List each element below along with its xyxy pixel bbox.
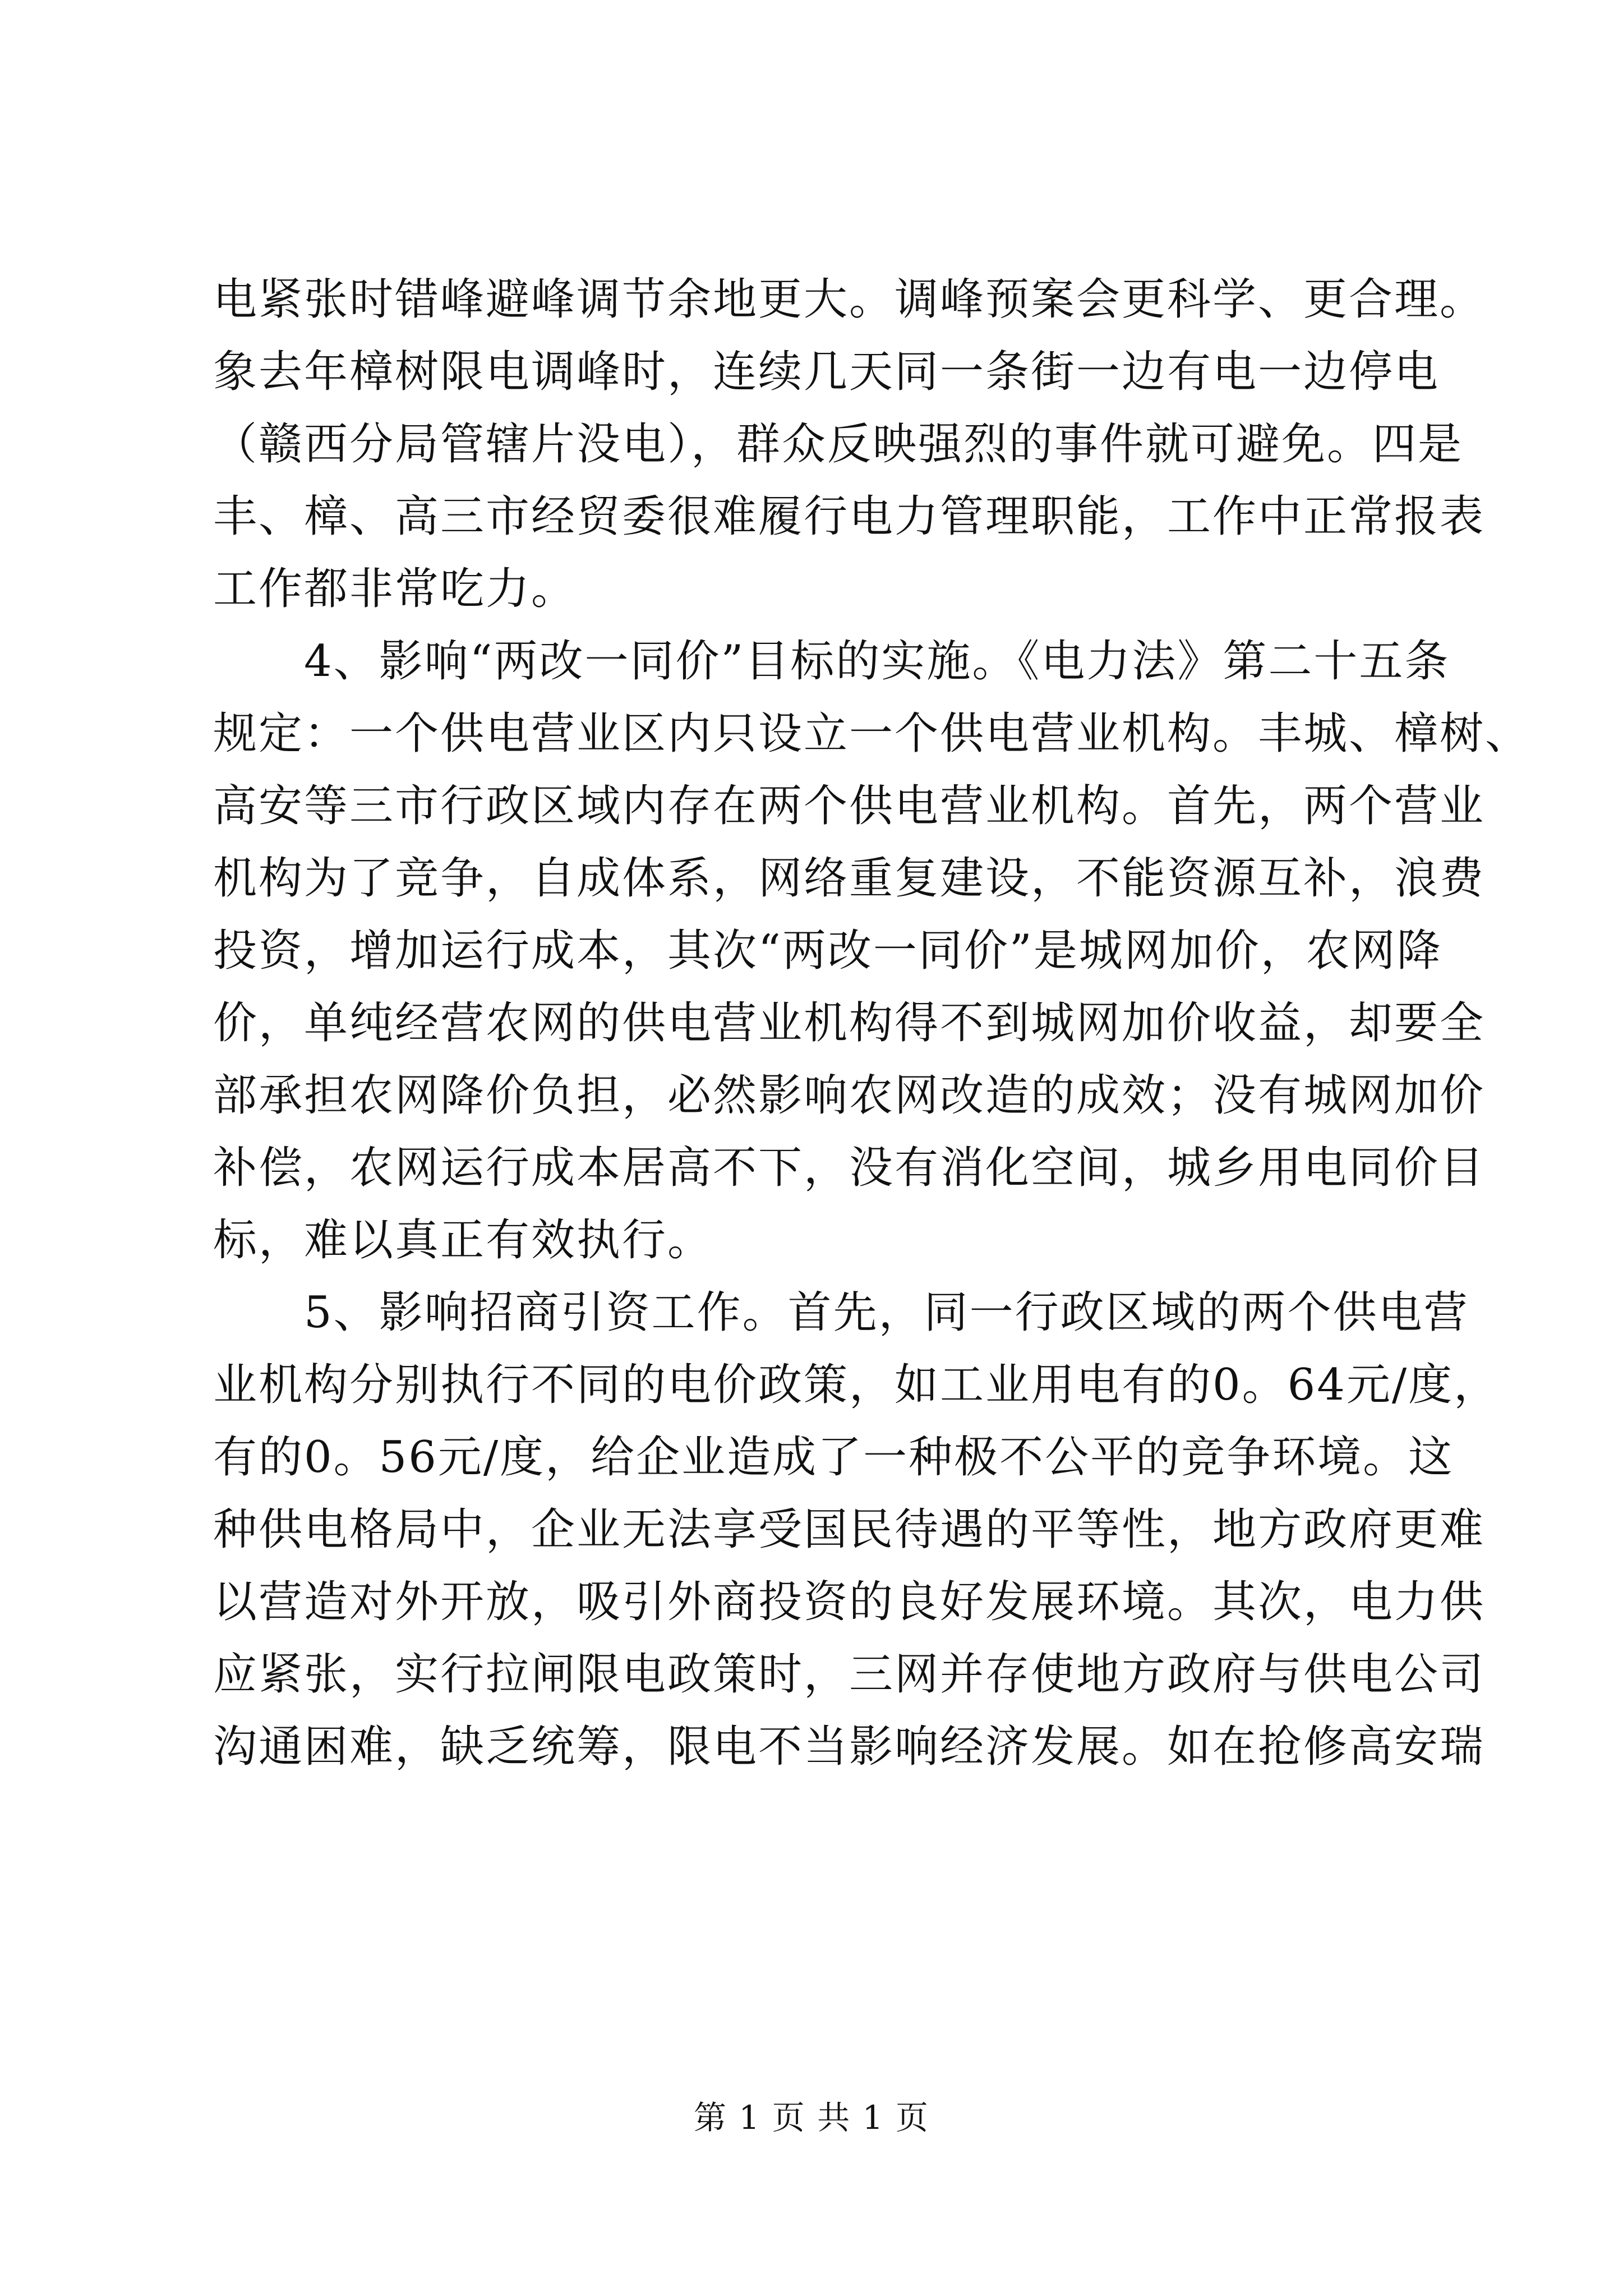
text-line: 高安等三市行政区域内存在两个供电营业机构。首先，两个营业 [213, 781, 1486, 831]
text-line: 有的0。56元/度，给企业造成了一种极不公平的竞争环境。这 [213, 1432, 1454, 1483]
text-line: 部承担农网降价负担，必然影响农网改造的成效；没有城网加价 [213, 1070, 1486, 1121]
text-line: 机构为了竞争，自成体系，网络重复建设，不能资源互补，浪费 [213, 853, 1486, 904]
text-line: 投资，增加运行成本，其次“两改一同价”是城网加价，农网降 [213, 926, 1442, 976]
text-line: 象去年樟树限电调峰时，连续几天同一条街一边有电一边停电 [213, 347, 1440, 397]
page-number: 第 1 页 共 1 页 [694, 2099, 929, 2137]
text-line: 业机构分别执行不同的电价政策，如工业用电有的0。64元/度， [213, 1360, 1500, 1410]
text-line: 以营造对外开放，吸引外商投资的良好发展环境。其次，电力供 [213, 1577, 1486, 1627]
text-line: 标，难以真正有效执行。 [213, 1215, 713, 1266]
text-line: 工作都非常吃力。 [213, 564, 577, 614]
text-line: 规定：一个供电营业区内只设立一个供电营业机构。丰城、樟树、 [213, 708, 1531, 759]
text-line: （赣西分局管辖片没电），群众反映强烈的事件就可避免。四是 [213, 419, 1464, 470]
body-text [213, 264, 1531, 1783]
text-line: 沟通困难，缺乏统筹，限电不当影响经济发展。如在抢修高安瑞 [213, 1722, 1486, 1772]
text-line: 补偿，农网运行成本居高不下，没有消化空间，城乡用电同价目 [213, 1143, 1486, 1193]
page-footer [0, 2095, 1623, 2140]
text-line: 价，单纯经营农网的供电营业机构得不到城网加价收益，却要全 [213, 998, 1486, 1048]
text-line: 丰、樟、高三市经贸委很难履行电力管理职能，工作中正常报表 [213, 491, 1486, 542]
text-line: 4、影响“两改一同价”目标的实施。《电力法》第二十五条 [213, 636, 1450, 687]
text-line: 5、影响招商引资工作。首先，同一行政区域的两个供电营 [213, 1287, 1469, 1338]
text-line: 电紧张时错峰避峰调节余地更大。调峰预案会更科学、更合理。 [213, 274, 1486, 325]
text-line: 应紧张，实行拉闸限电政策时，三网并存使地方政府与供电公司 [213, 1649, 1486, 1700]
text-line: 种供电格局中，企业无法享受国民待遇的平等性，地方政府更难 [213, 1504, 1486, 1555]
